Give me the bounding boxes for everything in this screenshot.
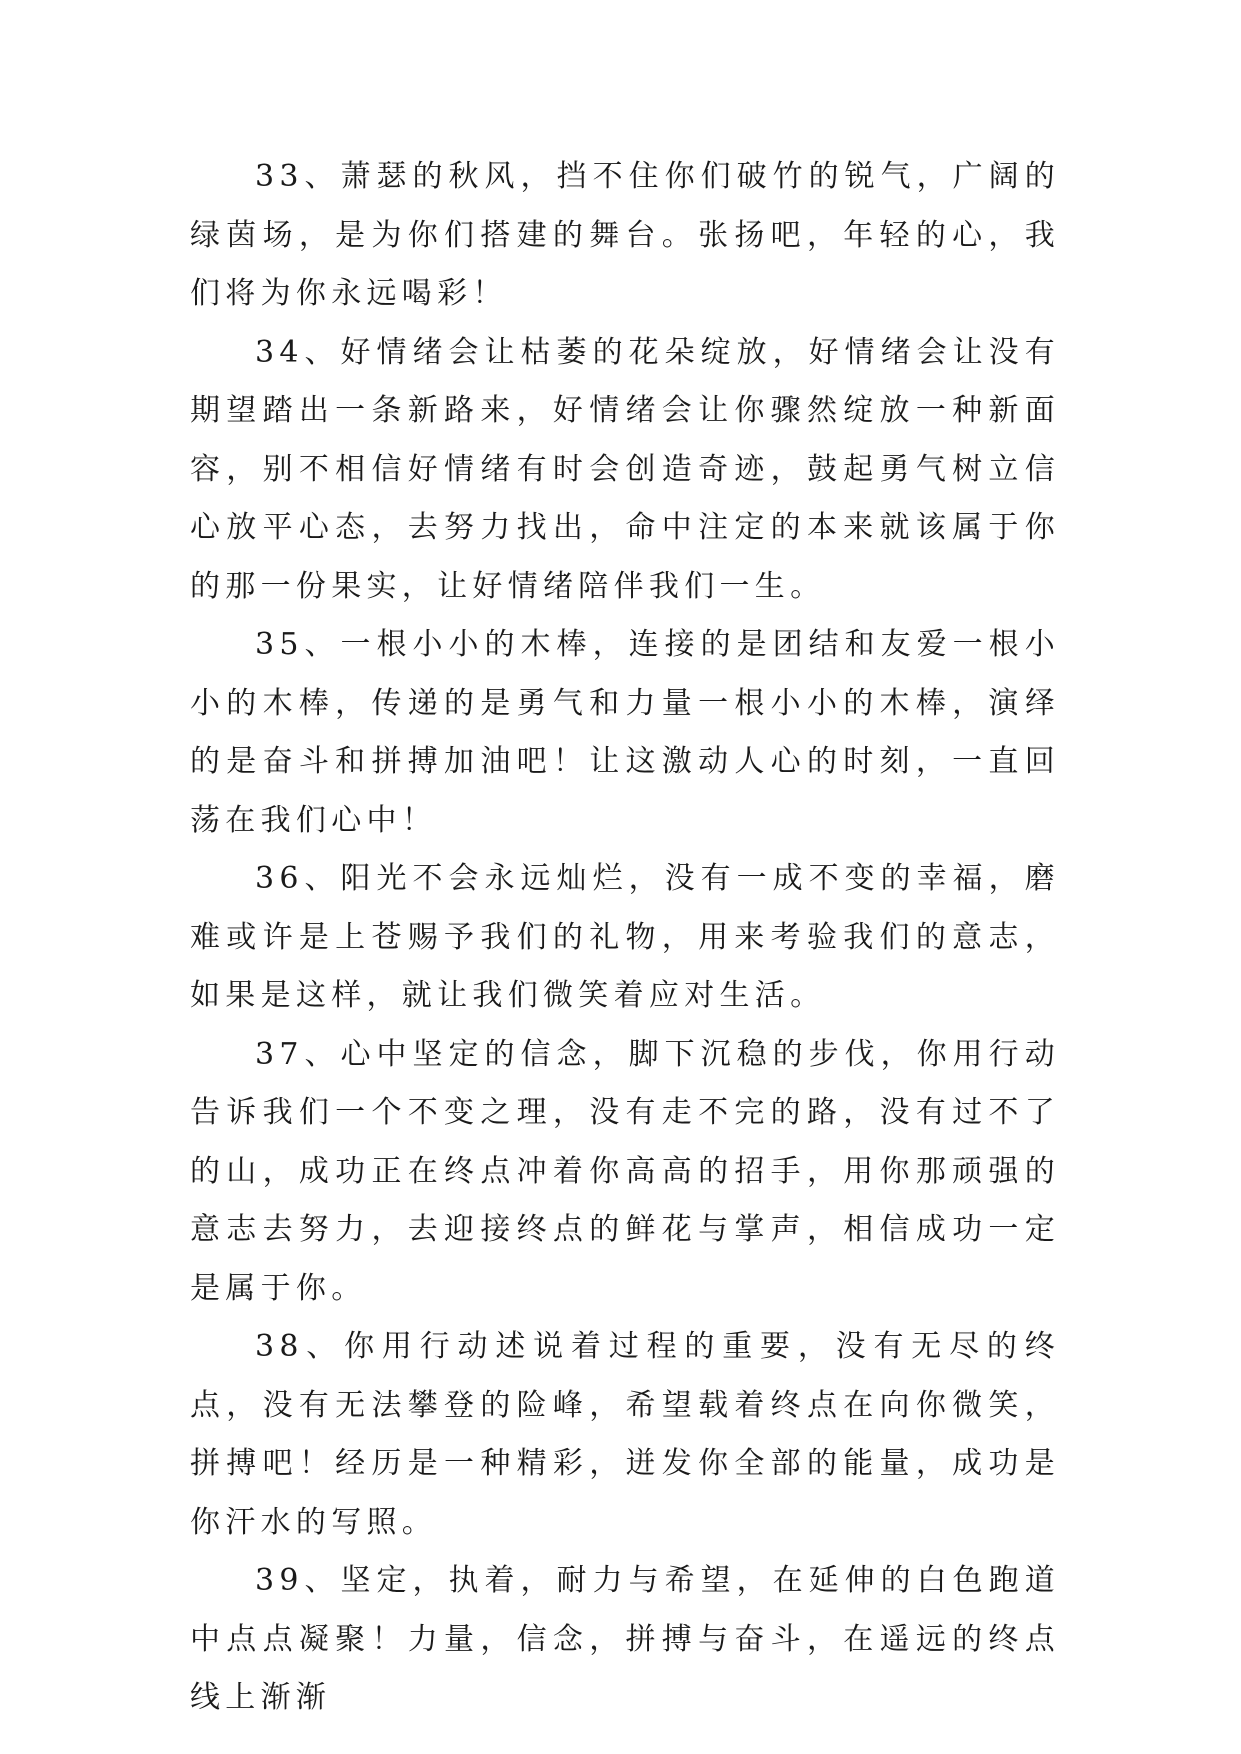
paragraph-37: 37、心中坚定的信念，脚下沉稳的步伐，你用行动告诉我们一个不变之理，没有走不完的路，没有过不了的山，成功正在终点冲着你高高的招手，用你那顽强的意志去努力，去迎接终点的鲜花与掌声，相信成功一定是属于你。 <box>190 1036 1060 1306</box>
paragraph-38: 38、你用行动述说着过程的重要，没有无尽的终点，没有无法攀登的险峰，希望载着终点在向你微笑，拼搏吧！经历是一种精彩，迸发你全部的能量，成功是你汗水的写照。 <box>190 1329 1060 1540</box>
paragraph-35: 35、一根小小的木棒，连接的是团结和友爱一根小小的木棒，传递的是勇气和力量一根小小的木棒，演绎的是奋斗和拼搏加油吧！让这激动人心的时刻，一直回荡在我们心中！ <box>190 627 1060 838</box>
paragraph-33: 33、萧瑟的秋风，挡不住你们破竹的锐气，广阔的绿茵场，是为你们搭建的舞台。张扬吧，年轻的心，我们将为你永远喝彩！ <box>190 159 1060 311</box>
paragraph-36: 36、阳光不会永远灿烂，没有一成不变的幸福，磨难或许是上苍赐予我们的礼物，用来考验我们的意志，如果是这样，就让我们微笑着应对生活。 <box>190 861 1060 1013</box>
paragraph-34: 34、好情绪会让枯萎的花朵绽放，好情绪会让没有期望踏出一条新路来，好情绪会让你骤然绽放一种新面容，别不相信好情绪有时会创造奇迹，鼓起勇气树立信心放平心态，去努力找出，命中注定的本来就该属于你的那一份果实，让好情绪陪伴我们一生。 <box>190 334 1060 604</box>
paragraph-39: 39、坚定，执着，耐力与希望，在延伸的白色跑道中点点凝聚！力量，信念，拼搏与奋斗，在遥远的终点线上渐渐 <box>190 1563 1060 1715</box>
document-body <box>190 148 1060 1728</box>
